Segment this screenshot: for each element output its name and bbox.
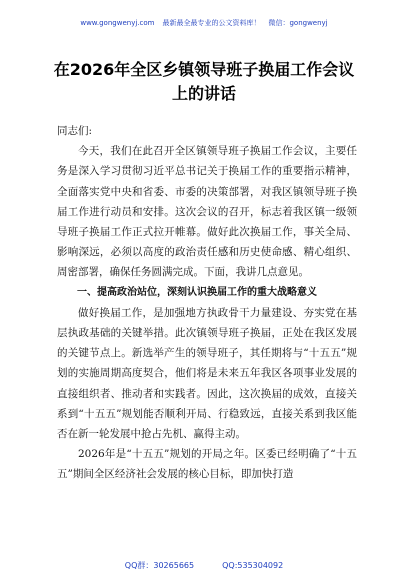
page-footer — [0, 560, 408, 571]
header-slogan: 最新最全最专业的公文资料库！ — [162, 19, 261, 27]
footer-qq-group: QQ群：30265665 — [124, 561, 195, 570]
header-site-link[interactable]: www.gongwenyj.com — [80, 19, 155, 27]
page-header — [0, 18, 408, 28]
greeting: 同志们: — [57, 125, 93, 137]
document-title: 在2026年全区乡镇领导班子换届工作会议上的讲话 — [53, 60, 355, 103]
section-heading-1: 一、提高政治站位，深刻认识换届工作的重大战略意义 — [77, 286, 317, 298]
paragraph-1: 今天，我们在此召开全区镇领导班子换届工作会议，主要任务是深入学习贯彻习近平总书记关于换届工作的重要指示精神，全面落实党中央和省委、市委的决策部署，对我区镇领导班子换届工作进行动员和安排。这次会议的召开，标志着我区镇一级领导班子换届工作正式拉开帷幕。做好此次换届工作，事关全局、影响深远，必须以高度的政治责任感和历史使命感、精心组织、周密部署，确保任务圆满完成。下面，我讲几点意见。 — [57, 145, 357, 279]
paragraph-3: 2026年是“十五五”规划的开局之年。区委已经明确了“十五五”期间全区经济社会发展的核心目标，即加快打造 — [57, 448, 357, 481]
footer-qq: QQ:535304092 — [222, 561, 284, 570]
header-wechat: 微信：gongwenyj — [268, 19, 328, 27]
paragraph-2: 做好换届工作，是加强地方执政骨干力量建设、夯实党在基层执政基础的关键举措。此次镇领导班子换届，正处在我区发展的关键节点上。新选举产生的领导班子，其任期将与“十五五”规划的实施周期高度契合，他们将是未来五年我区各项事业发展的直接组织者、推动者和实践者。因此，这次换届的成效，直接关系到“十五五”规划能否顺利开局、行稳致远，直接关系到我区能否在新一轮发展中抢占先机、赢得主动。 — [57, 306, 357, 441]
document-body — [57, 121, 357, 485]
